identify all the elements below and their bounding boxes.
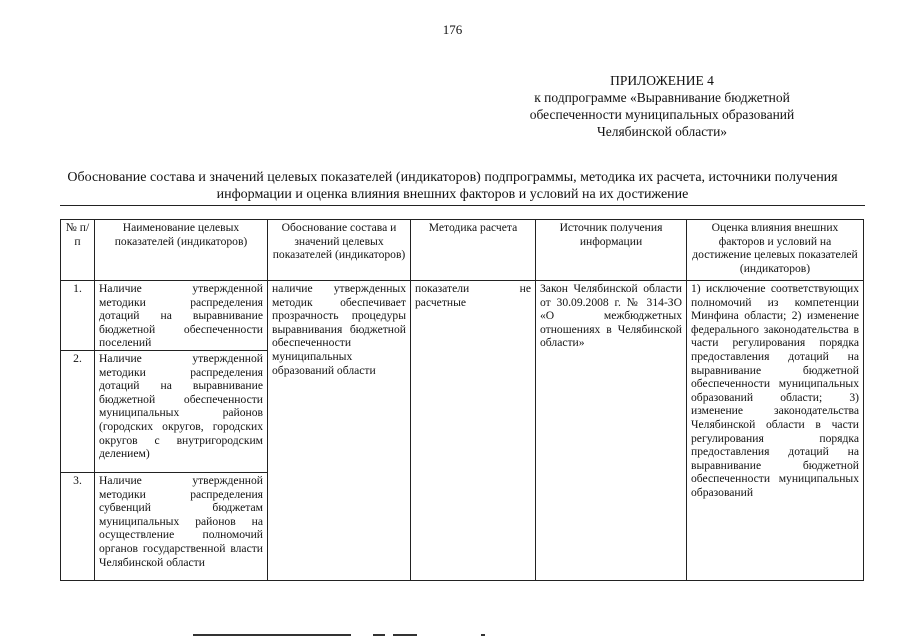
row-indicator-name: Наличие утвержденной методики распределения субвенций бюджетам муниципальных районов на осуществление полномочий органов государственной власти Челябинской области: [95, 473, 268, 581]
assessment-cell: 1) исключение соответствующих полномочий из компетенции Минфина области; 2) изменение федерального законодательства в части регулирования порядка предоставления дотаций на выравнивание бюджетной обеспеченности муниципальных образований области; 3) изменение законодательства Челябинской области в части регулирования порядка предоставления дотаций на выравнивание бюджетной обеспеченности муниципальных образований: [687, 281, 864, 581]
header-indicator-name: Наименование целевых показателей (индикаторов): [95, 220, 268, 281]
appendix-label: ПРИЛОЖЕНИЕ 4: [610, 73, 714, 88]
method-cell: показатели не расчетные: [411, 281, 536, 581]
row-number: 2.: [61, 351, 95, 473]
footer-mark: [393, 634, 417, 636]
header-assessment: Оценка влияния внешних факторов и условий на достижение целевых показателей (индикаторов): [687, 220, 864, 281]
appendix-line-3: Челябинской области»: [596, 124, 728, 139]
footer-mark: [193, 634, 351, 636]
appendix-line-2: обеспеченности муниципальных образований: [529, 107, 795, 122]
row-number: 3.: [61, 473, 95, 581]
justification-cell: наличие утвержденных методик обеспечивает прозрачность процедуры выравнивания бюджетной обеспеченности муниципальных образований области: [268, 281, 411, 581]
footer-mark: [481, 634, 485, 636]
row-number: 1.: [61, 281, 95, 351]
title-rule: [60, 205, 865, 206]
row-indicator-name: Наличие утвержденной методики распределения дотаций на выравнивание бюджетной обеспеченности поселений: [95, 281, 268, 351]
appendix-header: [512, 72, 812, 140]
appendix-line-1: к подпрограмме «Выравнивание бюджетной: [534, 90, 790, 105]
indicators-table: [60, 219, 864, 581]
row-indicator-name: Наличие утвержденной методики распределения дотаций на выравнивание бюджетной обеспеченности муниципальных районов (городских округов, городских округов с внутригородским делением): [95, 351, 268, 473]
header-number: № п/п: [61, 220, 95, 281]
header-justification: Обоснование состава и значений целевых показателей (индикаторов): [268, 220, 411, 281]
header-source: Источник получения информации: [536, 220, 687, 281]
page-number: 176: [442, 22, 463, 37]
document-title: Обоснование состава и значений целевых показателей (индикаторов) подпрограммы, методика их расчета, источники получения информации и оценка влияния внешних факторов и условий на их достижение: [67, 170, 838, 202]
source-cell: Закон Челябинской области от 30.09.2008 г. № 314-ЗО «О межбюджетных отношениях в Челябинской области»: [536, 281, 687, 581]
footer-mark: [373, 634, 385, 636]
table-header-row: [61, 220, 864, 281]
header-method: Методика расчета: [411, 220, 536, 281]
table-row: [61, 281, 864, 351]
